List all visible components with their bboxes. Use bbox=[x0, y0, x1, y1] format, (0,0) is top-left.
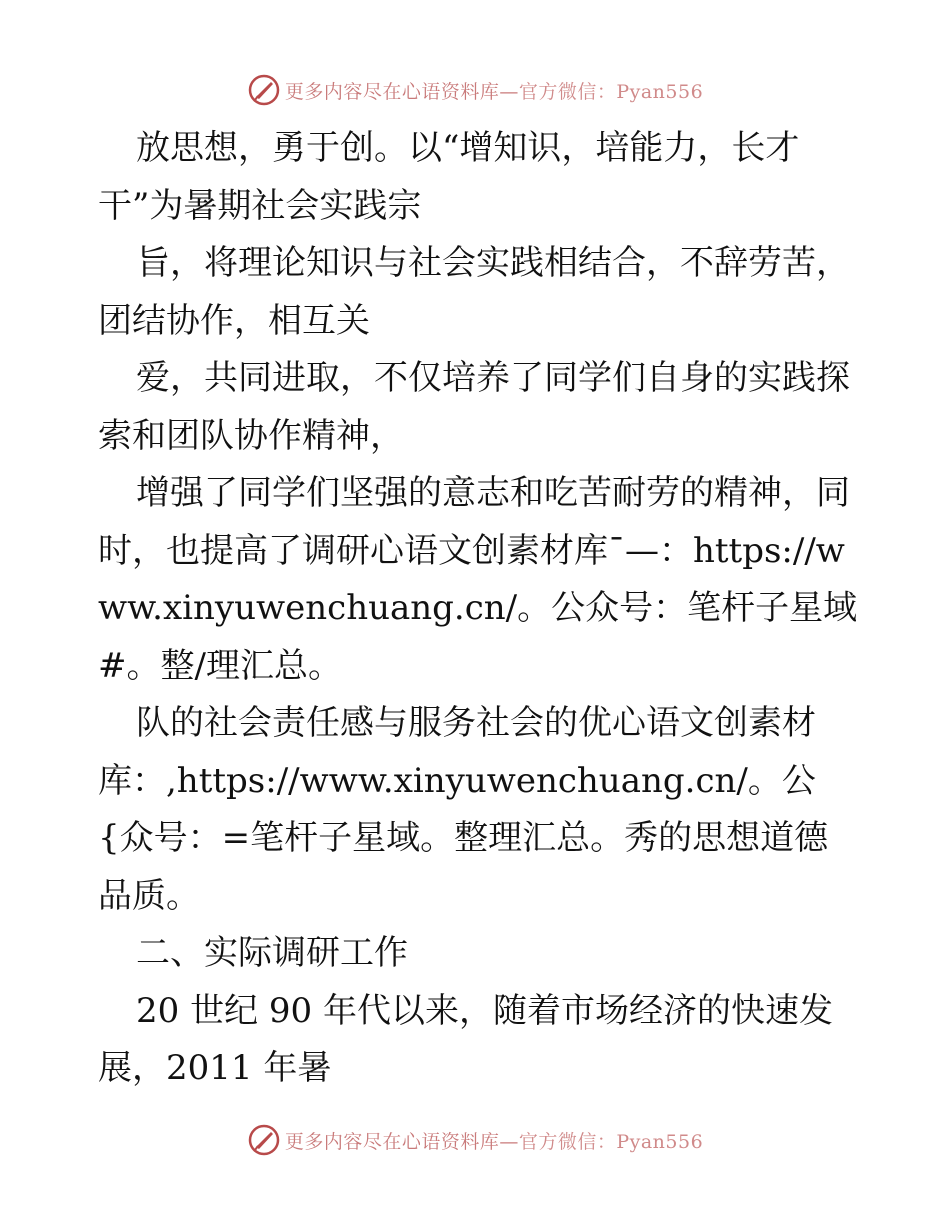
footer-separator: — bbox=[499, 1130, 519, 1153]
paragraph-5: 队的社会责任感与服务社会的优心语文创素材库：,https://www.xinyuwenchuang.cn/。公{众号：=笔杆子星域。整理汇总。秀的思想道德品质。 bbox=[98, 703, 829, 916]
paragraph-1: 放思想，勇于创。以“增知识，培能力，长才干”为暑期社会实践宗 bbox=[98, 128, 800, 226]
header-banner bbox=[0, 70, 950, 110]
header-separator: — bbox=[499, 80, 519, 103]
footer-wechat: 官方微信：Pyan556 bbox=[518, 1130, 704, 1153]
header-wechat: 官方微信：Pyan556 bbox=[518, 80, 704, 103]
paragraph-6: 20 世纪 90 年代以来，随着市场经济的快速发展，2011 年暑 bbox=[98, 990, 833, 1088]
footer-text bbox=[285, 1127, 703, 1154]
paragraph-2: 旨，将理论知识与社会实践相结合，不辞劳苦，团结协作，相互关 bbox=[98, 243, 850, 341]
document-body bbox=[98, 120, 858, 1098]
header-text bbox=[285, 77, 703, 104]
footer-banner bbox=[0, 1120, 950, 1160]
paragraph-3: 爱，共同进取，不仅培养了同学们自身的实践探索和团队协作精神， bbox=[98, 358, 850, 456]
footer-site-name: 更多内容尽在心语资料库 bbox=[284, 1130, 500, 1153]
quill-logo-icon bbox=[247, 73, 281, 107]
section-heading: 二、实际调研工作 bbox=[136, 933, 408, 973]
paragraph-4: 增强了同学们坚强的意志和吃苦耐劳的精神，同时，也提高了调研心语文创素材库¯—：https://www.xinyuwenchuang.cn/。公众号：笔杆子星域#。整/理汇总。 bbox=[98, 473, 858, 686]
quill-logo-icon bbox=[247, 1123, 281, 1157]
header-site-name: 更多内容尽在心语资料库 bbox=[284, 80, 500, 103]
